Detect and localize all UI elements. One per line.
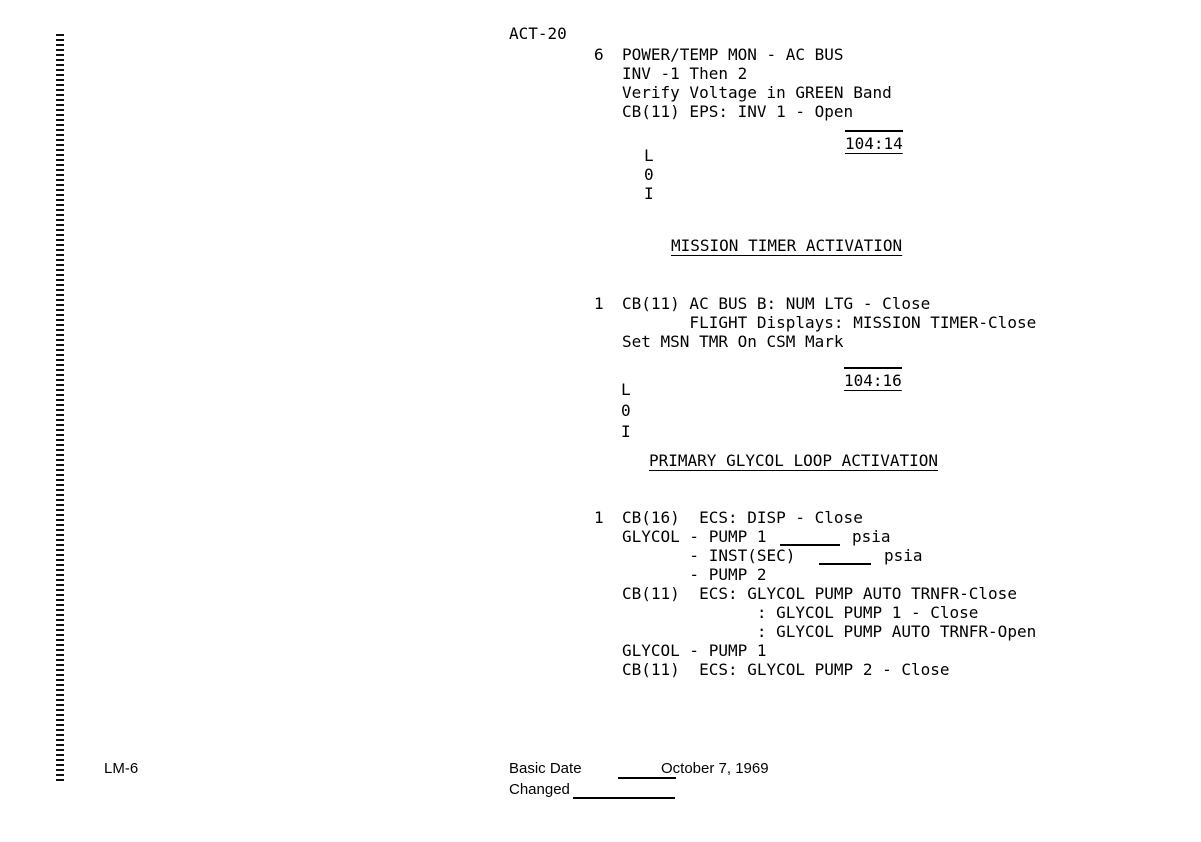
procedure-line: CB(11) EPS: INV 1 - Open	[622, 102, 854, 121]
procedure-line: CB(11) ECS: GLYCOL PUMP AUTO TRNFR-Close	[622, 584, 1017, 603]
fill-in-blank	[819, 563, 871, 565]
procedure-line: CB(11) ECS: GLYCOL PUMP 2 - Close	[622, 660, 950, 679]
procedure-line: INV -1 Then 2	[622, 64, 748, 83]
procedure-line: FLIGHT Displays: MISSION TIMER-Close	[622, 313, 1037, 332]
procedure-line: Set MSN TMR On CSM Mark	[622, 332, 844, 351]
step-number: 6	[594, 45, 604, 64]
procedure-line: Verify Voltage in GREEN Band	[622, 83, 892, 102]
section-title: PRIMARY GLYCOL LOOP ACTIVATION	[649, 451, 938, 470]
page-id: ACT-20	[509, 24, 567, 43]
procedure-line: CB(11) AC BUS B: NUM LTG - Close	[622, 294, 931, 313]
step-number: 1	[594, 294, 604, 313]
loi-marker: L	[621, 380, 631, 399]
loi-marker: 0	[644, 165, 654, 184]
unit-label: psia	[884, 546, 923, 565]
timestamp: 104:14	[845, 130, 903, 154]
basic-date-value: October 7, 1969	[661, 760, 769, 777]
timestamp: 104:16	[844, 367, 902, 391]
section-title: MISSION TIMER ACTIVATION	[671, 236, 903, 255]
doc-id: LM-6	[104, 760, 139, 777]
loi-marker: I	[644, 184, 654, 203]
procedure-line: - PUMP 2	[622, 565, 767, 584]
binding-edge	[56, 34, 64, 784]
basic-date-label: Basic Date	[509, 760, 582, 777]
procedure-line: POWER/TEMP MON - AC BUS	[622, 45, 844, 64]
procedure-line: : GLYCOL PUMP 1 - Close	[622, 603, 979, 622]
changed-label: Changed	[509, 781, 570, 798]
procedure-line: GLYCOL - PUMP 1	[622, 641, 767, 660]
procedure-line: - INST(SEC)	[622, 546, 796, 565]
loi-marker: I	[621, 422, 631, 441]
procedure-line: CB(16) ECS: DISP - Close	[622, 508, 863, 527]
procedure-line: : GLYCOL PUMP AUTO TRNFR-Open	[622, 622, 1037, 641]
unit-label: psia	[852, 527, 891, 546]
procedure-line: GLYCOL - PUMP 1	[622, 527, 767, 546]
changed-blank	[573, 797, 675, 799]
loi-marker: L	[644, 146, 654, 165]
loi-marker: 0	[621, 401, 631, 420]
step-number: 1	[594, 508, 604, 527]
